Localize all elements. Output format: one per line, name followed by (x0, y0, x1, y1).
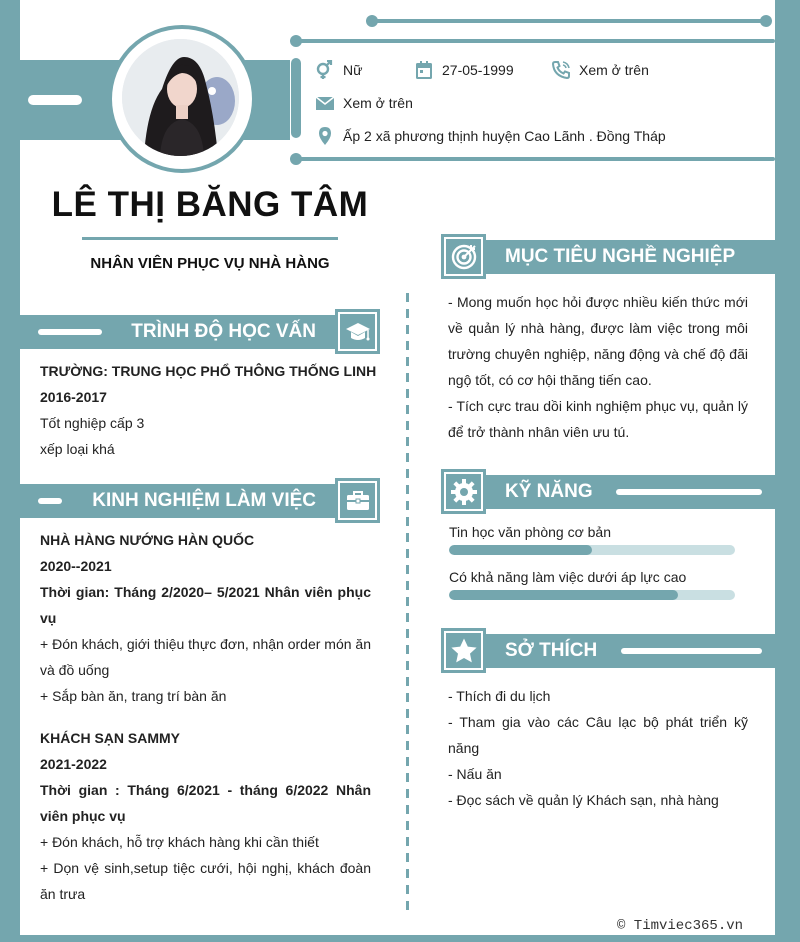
objective-content (448, 289, 748, 445)
education-heading: TRÌNH ĐỘ HỌC VẤN (131, 321, 316, 342)
skills-pill (616, 489, 762, 495)
skill-label: Có khả năng làm việc dưới áp lực cao (449, 569, 687, 585)
graduation-cap-icon (345, 319, 371, 345)
job-duty: + Đón khách, hỗ trợ khách hàng khi cần thiết (40, 834, 319, 850)
hobby-item: - Đọc sách về quản lý Khách sạn, nhà hàng (448, 792, 719, 808)
star-icon (450, 637, 478, 665)
experience-icon-box (335, 478, 380, 523)
briefcase-icon (345, 488, 371, 514)
copyright-text[interactable]: © Timviec365.vn (617, 918, 744, 934)
header-pill (28, 95, 82, 105)
job-time: Thời gian : Tháng 6/2021 - tháng 6/2022 Nhân viên phục vụ (40, 782, 371, 824)
education-line: xếp loại khá (40, 441, 115, 457)
job-company: NHÀ HÀNG NƯỚNG HÀN QUỐC (40, 532, 255, 548)
skills-icon-box (441, 469, 486, 514)
hobby-item: - Thích đi du lịch (448, 688, 551, 704)
gender-icon (315, 60, 335, 80)
avatar-photo (122, 39, 239, 156)
contact-email (315, 93, 413, 113)
skills-heading: KỸ NĂNG (505, 481, 593, 502)
contact-birthday-value: 27-05-1999 (442, 62, 514, 78)
hobbies-content (448, 683, 748, 813)
header-bar-left (271, 68, 281, 128)
hobby-item: - Tham gia vào các Câu lạc bộ phát triển kỹ năng (448, 714, 748, 756)
calendar-icon (414, 60, 434, 80)
objective-heading: MỤC TIÊU NGHỀ NGHIỆP (505, 246, 736, 267)
education-school: TRƯỜNG: TRUNG HỌC PHỔ THÔNG THỐNG LINH (40, 363, 377, 379)
experience-pill (38, 498, 62, 504)
experience-heading: KINH NGHIỆM LÀM VIỆC (92, 490, 316, 511)
skill-bar-track (449, 545, 735, 555)
objective-heading-band (485, 240, 775, 274)
bottom-frame-edge (0, 935, 800, 942)
header-bar-right (291, 58, 301, 138)
gear-icon (450, 478, 478, 506)
skill-bar-fill (449, 545, 592, 555)
job-years: 2021-2022 (40, 756, 107, 772)
experience-job-2 (40, 725, 371, 907)
experience-job-1 (40, 527, 371, 709)
target-icon (450, 243, 478, 271)
objective-paragraph: - Tích cực trau dồi kinh nghiệm phục vụ, quản lý để trở thành nhân viên ưu tú. (448, 398, 748, 440)
job-years: 2020--2021 (40, 558, 112, 574)
hobbies-icon-box (441, 628, 486, 673)
job-time: Thời gian: Tháng 2/2020– 5/2021 Nhân viên phục vụ (40, 584, 371, 626)
mail-icon (315, 93, 335, 113)
header-line-top (370, 19, 765, 23)
job-title: NHÂN VIÊN PHỤC VỤ NHÀ HÀNG (90, 255, 330, 272)
contact-phone (551, 60, 649, 80)
education-pill (38, 329, 102, 335)
phone-icon (551, 60, 571, 80)
contact-gender (315, 60, 362, 80)
name-underline (82, 237, 338, 240)
location-icon (315, 126, 335, 146)
contact-address (315, 126, 666, 146)
header-line-bottom (295, 157, 775, 161)
contact-gender-value: Nữ (343, 62, 363, 78)
objective-icon-box (441, 234, 486, 279)
header-line (295, 39, 775, 43)
contact-email-value: Xem ở trên (343, 95, 413, 111)
experience-heading-band (20, 484, 338, 518)
contact-address-value: Ấp 2 xã phương thịnh huyện Cao Lãnh . Đồng Tháp (343, 128, 666, 144)
column-divider (406, 293, 409, 915)
job-company: KHÁCH SẠN SAMMY (40, 730, 180, 746)
job-duty: + Đón khách, giới thiệu thực đơn, nhận order món ăn và đồ uống (40, 636, 371, 678)
skill-bar-track (449, 590, 735, 600)
contact-birthday (414, 60, 514, 80)
hobbies-pill (621, 648, 762, 654)
hobby-item: - Nấu ăn (448, 766, 502, 782)
skill-label: Tin học văn phòng cơ bản (449, 524, 611, 540)
hobbies-heading: SỞ THÍCH (505, 640, 598, 661)
header-dot (760, 15, 772, 27)
contact-phone-value: Xem ở trên (579, 62, 649, 78)
education-years: 2016-2017 (40, 389, 107, 405)
job-duty: + Sắp bàn ăn, trang trí bàn ăn (40, 688, 227, 704)
job-duty: + Dọn vệ sinh,setup tiệc cưới, hội nghị, khách đoàn ăn trưa (40, 860, 371, 902)
left-frame-edge (0, 0, 20, 942)
avatar (122, 39, 239, 156)
full-name: LÊ THỊ BĂNG TÂM (51, 185, 369, 224)
right-frame-edge (775, 0, 800, 942)
skill-bar-fill (449, 590, 678, 600)
education-line: Tốt nghiệp cấp 3 (40, 415, 145, 431)
objective-paragraph: - Mong muốn học hỏi được nhiều kiến thức mới về quản lý nhà hàng, được làm việc trong môi trường chuyên nghiệp, năng động và chế độ đãi ngộ tốt, có cơ hội thăng tiến cao. (448, 294, 748, 388)
education-icon-box (335, 309, 380, 354)
education-content (40, 358, 380, 462)
